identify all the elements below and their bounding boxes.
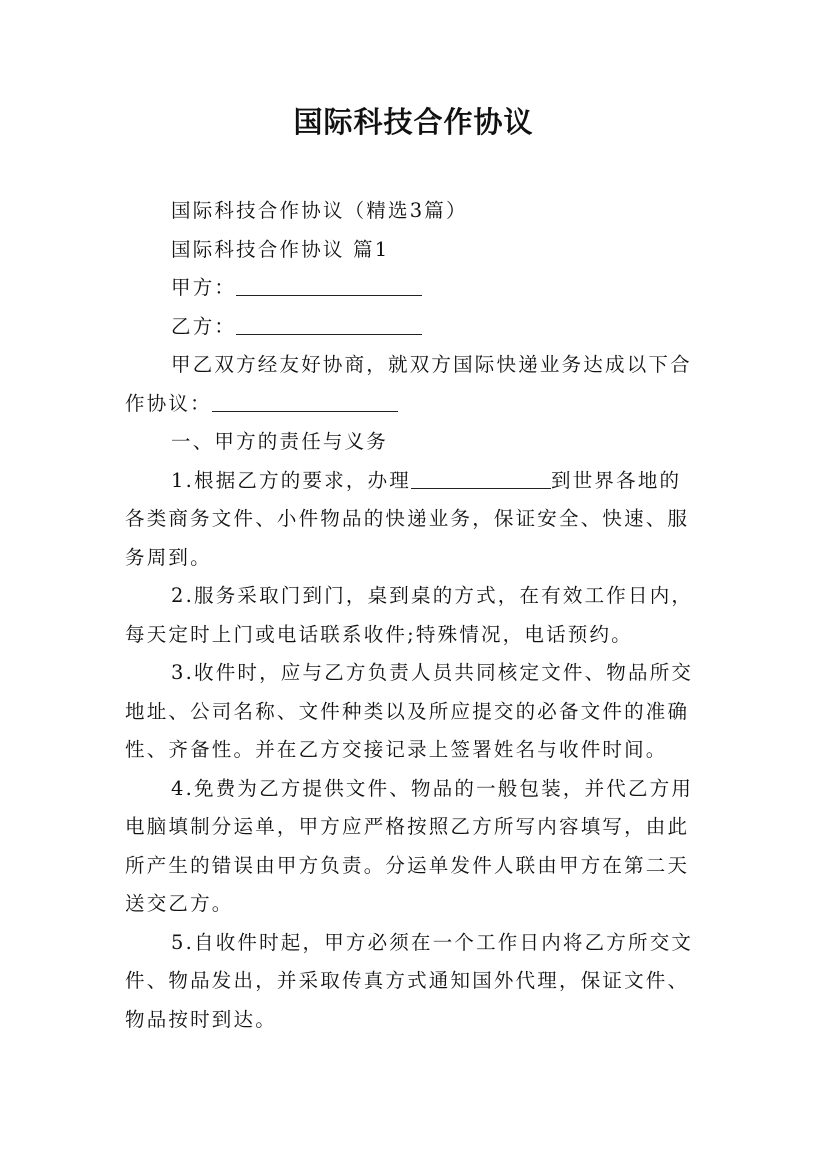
agreement-blank [212,391,398,412]
item-5-line-1: 5.自收件时起，甲方必须在一个工作日内将乙方所交文 [171,930,694,954]
intro-line-1: 甲乙双方经友好协商，就双方国际快递业务达成以下合 [171,353,692,376]
document-title: 国际科技合作协议 [293,105,534,139]
item-5-line-3: 物品按时到达。 [125,1007,277,1031]
item-3-line-2: 地址、公司名称、文件种类以及所应提交的必备文件的准确 [125,699,690,723]
intro-line-2 [125,385,707,424]
item-2-line-1: 2.服务采取门到门，桌到桌的方式，在有效工作日内， [171,584,694,607]
party-a-label: 甲方： [171,276,237,299]
party-b-label: 乙方： [171,314,237,338]
item-3-line-3: 性、齐备性。并在乙方交接记录上签署姓名与收件时间。 [125,738,668,761]
item-1-text-a: 1.根据乙方的要求，办理 [171,468,412,492]
subtitle: 国际科技合作协议（精选3篇） [171,199,468,222]
article-heading: 一、甲方的责任与义务 [171,430,389,453]
item-1-line-2: 各类商务文件、小件物品的快递业务，保证安全、快速、服 [125,507,690,530]
party-b-line [125,308,707,347]
document-body [125,192,707,1039]
item-1-line-1 [125,462,707,501]
item-5-line-2: 件、物品发出，并采取传真方式通知国外代理，保证文件、 [125,969,690,992]
party-a-line [125,269,707,308]
item-4-line-3: 所产生的错误由甲方负责。分运单发件人联由甲方在第二天 [125,853,690,877]
section-heading: 国际科技合作协议 篇1 [171,237,390,261]
party-a-blank [236,275,422,296]
party-b-blank [236,314,422,335]
item-1-line-3: 务周到。 [125,545,212,569]
item-4-line-4: 送交乙方。 [125,892,234,915]
item-1-text-b: 到世界各地的 [551,468,682,492]
intro-line-2-text: 作协议： [125,391,212,415]
item-4-line-1: 4.免费为乙方提供文件、物品的一般包装，并代乙方用 [171,776,694,800]
item-4-line-2: 电脑填制分运单，甲方应严格按照乙方所写内容填写，由此 [125,815,690,838]
item-2-line-2: 每天定时上门或电话联系收件;特殊情况，电话预约。 [125,622,633,646]
item-3-line-1: 3.收件时，应与乙方负责人员共同核定文件、物品所交 [171,661,694,684]
service-blank [411,468,551,489]
